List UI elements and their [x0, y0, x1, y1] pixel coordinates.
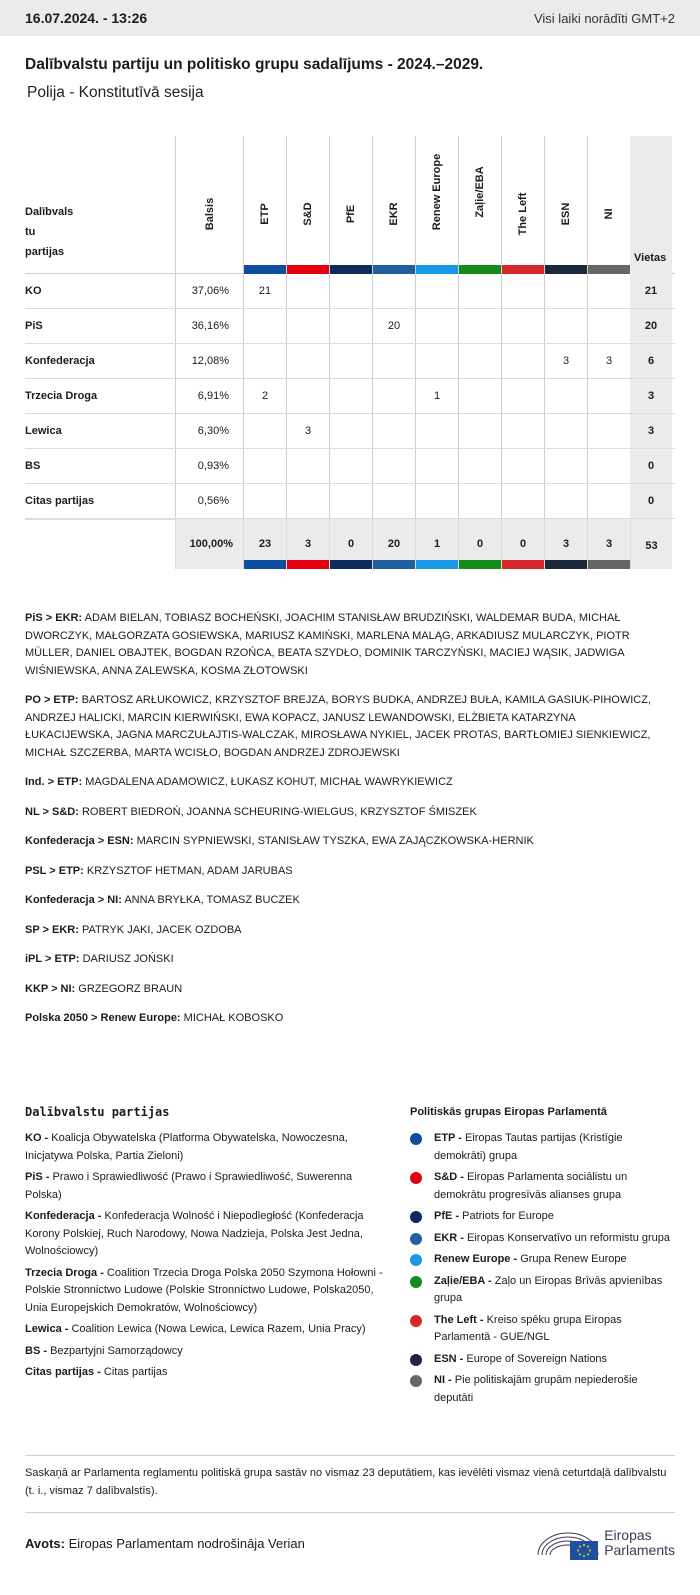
group-seats: [501, 309, 544, 343]
votes-share: 37,06%: [175, 274, 243, 308]
group-header-1: [286, 136, 329, 274]
group-abbr: NI -: [434, 1374, 452, 1386]
group-seats: [544, 484, 587, 518]
group-color-bar: [244, 560, 286, 569]
member-group-label: Konfederacja > NI:: [25, 894, 122, 906]
page-subtitle: Polija - Konstitutīvā sesija: [27, 84, 204, 101]
group-seats: [243, 344, 286, 378]
party-abbr: Konfederacja -: [25, 1210, 102, 1222]
group-seats: [458, 379, 501, 413]
group-color-bar: [244, 265, 286, 274]
datetime: 16.07.2024. - 13:26: [25, 10, 148, 26]
member-names: ADAM BIELAN, TOBIASZ BOCHEŃSKI, JOACHIM STANISŁAW BRUDZIŃSKI, WALDEMAR BUDA, MICHAŁ DWORCZYK, MAŁGORZATA GOSIEWSKA, MARIUSZ KAMIŃSKI, MARLENA MALĄG, ARKADIUSZ MULARCZYK, PIOTR MÜLLER, DANIEL OBAJTEK, BOGDAN RZOŃCA, BEATA SZYDŁO, DOMINIK TARCZYŃSKI, MACIEJ WĄSIK, JADWIGA WIŚNIEWSKA, ANNA ZALEWSKA, KOSMA ZŁOTOWSKI: [25, 612, 630, 677]
group-total: [587, 519, 630, 569]
votes-share: 6,91%: [175, 379, 243, 413]
group-legend-text: [434, 1208, 675, 1226]
group-seats: [243, 414, 286, 448]
group-seats: [587, 379, 630, 413]
group-abbr: S&D -: [434, 1171, 464, 1183]
group-seats: [587, 414, 630, 448]
table-row: [25, 449, 675, 484]
group-legend-item: [410, 1372, 675, 1407]
results-table: [25, 136, 675, 569]
group-desc: Kreiso spēku grupa Eiropas Parlamentā - GUE/NGL: [434, 1313, 622, 1343]
group-total: [544, 519, 587, 569]
member-names: ANNA BRYŁKA, TOMASZ BUCZEK: [124, 894, 300, 906]
group-legend-item: [410, 1312, 675, 1347]
party-name: Lewica: [25, 425, 62, 437]
group-legend-text: [434, 1130, 675, 1165]
party-name: Citas partijas: [25, 495, 95, 507]
party-header: [25, 136, 175, 274]
group-header-4: [415, 136, 458, 274]
group-desc: Eiropas Tautas partijas (Kristīgie demokrāti) grupa: [434, 1132, 623, 1162]
group-header-7: [544, 136, 587, 274]
group-total-value: 3: [562, 538, 570, 550]
group-seats: [415, 414, 458, 448]
group-seats: [458, 274, 501, 308]
group-seats: [329, 414, 372, 448]
source-text: Eiropas Parlamentam nodrošināja Verian: [68, 1535, 305, 1551]
group-legend-text: [434, 1372, 675, 1407]
totals-spacer: [25, 519, 175, 569]
group-total-value: 0: [519, 538, 527, 550]
group-dot-icon: [410, 1133, 422, 1145]
source-label: Avots:: [25, 1535, 65, 1551]
member-group-label: iPL > ETP:: [25, 953, 80, 965]
member-group: [25, 692, 665, 762]
group-seats: [458, 449, 501, 483]
group-desc: Zaļo un Eiropas Brīvās apvienības grupa: [434, 1274, 663, 1304]
group-total: [243, 519, 286, 569]
group-dot-icon: [410, 1172, 422, 1184]
table-row: [25, 344, 675, 379]
group-dot-icon: [410, 1233, 422, 1245]
member-lists: [25, 610, 675, 1028]
party-name: Trzecia Droga: [25, 390, 98, 402]
member-group-label: Ind. > ETP:: [25, 776, 83, 788]
group-abbr: PfE -: [434, 1210, 460, 1222]
group-total-value: 0: [476, 538, 484, 550]
table-row: [25, 379, 675, 414]
party-header-line: partijas: [25, 246, 65, 258]
party-name: BS: [25, 460, 41, 472]
group-desc: Pie politiskajām grupām nepiederošie deputāti: [434, 1374, 638, 1404]
group-legend-text: [434, 1230, 675, 1248]
group-seats: [415, 484, 458, 518]
group-seats: [286, 274, 329, 308]
party-header-line: tu: [25, 226, 36, 238]
group-seats: [286, 379, 329, 413]
member-group: [25, 892, 665, 910]
table-row: [25, 414, 675, 449]
group-seats: [329, 379, 372, 413]
group-dot-icon: [410, 1315, 422, 1327]
table-row: [25, 274, 675, 309]
seats-total: 20: [630, 309, 672, 343]
group-total: [458, 519, 501, 569]
total-votes: 100,00%: [175, 519, 243, 569]
timezone-note: Visi laiki norādīti GMT+2: [533, 10, 675, 26]
party-legend-item: [25, 1265, 410, 1318]
group-legend-item: [410, 1130, 675, 1165]
group-seats: [501, 379, 544, 413]
group-seats: [372, 484, 415, 518]
group-seats: [243, 484, 286, 518]
group-seats: [286, 344, 329, 378]
group-seats: 3: [286, 414, 329, 448]
group-header-label: EKR: [388, 202, 400, 226]
group-legend: [410, 1104, 675, 1412]
group-seats: [501, 484, 544, 518]
votes-share: 6,30%: [175, 414, 243, 448]
group-seats: [329, 344, 372, 378]
party-desc: Bezpartyjni Samorządowcy: [50, 1344, 183, 1357]
member-names: MICHAŁ KOBOSKO: [183, 1012, 284, 1024]
party-desc: Coalition Lewica (Nowa Lewica, Lewica Razem, Unia Pracy): [71, 1323, 366, 1335]
group-seats: [458, 344, 501, 378]
group-legend-item: [410, 1273, 675, 1308]
group-desc: Europe of Sovereign Nations: [466, 1352, 608, 1365]
group-color-bar: [416, 560, 458, 569]
party-name: PiS: [25, 320, 43, 332]
group-total-value: 23: [258, 538, 272, 550]
party-abbr: BS -: [25, 1344, 47, 1357]
party-abbr: Trzecia Droga -: [25, 1266, 104, 1279]
grand-total-seats: 53: [630, 519, 672, 569]
member-group-label: PO > ETP:: [25, 694, 79, 706]
group-seats: [544, 449, 587, 483]
group-total-value: 0: [347, 538, 355, 550]
group-seats: [458, 484, 501, 518]
group-seats: 21: [243, 274, 286, 308]
votes-share: 0,93%: [175, 449, 243, 483]
group-color-bar: [502, 560, 544, 569]
seats-total: 0: [630, 449, 672, 483]
votes-header: [175, 136, 243, 274]
group-total: [501, 519, 544, 569]
group-header-8: [587, 136, 630, 274]
group-color-bar: [373, 265, 415, 274]
member-group: [25, 833, 665, 851]
group-seats: [415, 344, 458, 378]
member-group-label: SP > EKR:: [25, 923, 79, 936]
group-seats: [243, 309, 286, 343]
group-dot-icon: [410, 1354, 422, 1366]
group-seats: 3: [544, 344, 587, 378]
member-group-label: KKP > NI:: [25, 982, 76, 995]
member-group: [25, 951, 665, 969]
party-desc: Coalition Trzecia Droga Polska 2050 Szymona Hołowni - Polskie Stronnictwo Ludowe (Polskie Stronnictwo Ludowe, Polska2050, Unia Europejskich Demokratów, Wolnościowcy): [25, 1266, 383, 1314]
rules-note: Saskaņā ar Parlamenta reglamentu politiskā grupa sastāv no vismaz 23 deputātiem, kas ievēlēti vismaz vienā ceturtdaļā dalībvalstu (t. i., vismaz 7 dalībvalstīs).: [25, 1455, 675, 1513]
group-seats: [372, 344, 415, 378]
group-dot-icon: [410, 1254, 422, 1266]
group-header-3: [372, 136, 415, 274]
group-legend-text: [434, 1169, 675, 1204]
party-abbr: KO -: [25, 1132, 49, 1144]
votes-share: 36,16%: [175, 309, 243, 343]
group-color-bar: [330, 560, 372, 569]
group-seats: [372, 379, 415, 413]
group-total-value: 3: [304, 538, 312, 550]
member-group-label: Polska 2050 > Renew Europe:: [25, 1012, 181, 1024]
seats-total: 3: [630, 379, 672, 413]
group-seats: [329, 274, 372, 308]
member-group: [25, 981, 665, 999]
group-color-bar: [459, 560, 501, 569]
logo-line-2: Parlaments: [604, 1542, 675, 1558]
group-color-bar: [588, 265, 630, 274]
group-seats: [243, 449, 286, 483]
votes-header-label: Balsis: [203, 197, 216, 231]
group-seats: [329, 449, 372, 483]
member-group-label: PiS > EKR:: [25, 612, 83, 624]
group-seats: 2: [243, 379, 286, 413]
group-total-value: 3: [605, 538, 613, 550]
group-color-bar: [502, 265, 544, 274]
group-total-value: 20: [387, 538, 401, 550]
group-legend-text: [434, 1312, 675, 1347]
seats-header-label: Vietas: [634, 252, 667, 264]
party-legend-item: [25, 1130, 410, 1165]
group-total: [329, 519, 372, 569]
group-seats: [501, 449, 544, 483]
party-legend-item: [25, 1343, 410, 1361]
group-header-label: S&D: [302, 202, 314, 226]
group-seats: [415, 309, 458, 343]
group-header-2: [329, 136, 372, 274]
group-abbr: EKR -: [434, 1231, 464, 1244]
group-seats: [501, 274, 544, 308]
member-names: PATRYK JAKI, JACEK OZDOBA: [81, 923, 242, 936]
group-legend-item: [410, 1230, 675, 1248]
group-color-bar: [287, 560, 329, 569]
member-names: BARTOSZ ARŁUKOWICZ, KRZYSZTOF BREJZA, BORYS BUDKA, ANDRZEJ BUŁA, KAMILA GASIUK-PIHOWICZ, ANDRZEJ HALICKI, MARCIN KIERWIŃSKI, EWA KOPACZ, JANUSZ LEWANDOWSKI, ELŻBIETA KATARZYNA ŁUKACIJEWSKA, JAGNA MARCZUŁAJTIS-WALCZAK, MIROSŁAWA NYKIEL, JACEK PROTAS, BARTŁOMIEJ SIENKIEWICZ, MICHAŁ SZCZERBA, MARTA WCISŁO, BOGDAN ANDRZEJ ZDROJEWSKI: [25, 694, 652, 759]
top-bar: [0, 0, 700, 36]
member-names: ROBERT BIEDROŃ, JOANNA SCHEURING-WIELGUS, KRZYSZTOF ŚMISZEK: [81, 805, 477, 818]
group-legend-item: [410, 1169, 675, 1204]
group-seats: [544, 414, 587, 448]
party-legend-title: Dalībvalstu partijas: [25, 1104, 170, 1119]
group-header-label: ETP: [259, 203, 271, 225]
group-header-label: Zaļie/EBA: [474, 166, 486, 218]
member-group-label: PSL > ETP:: [25, 864, 84, 877]
group-seats: 1: [415, 379, 458, 413]
seats-total: 0: [630, 484, 672, 518]
group-seats: [587, 484, 630, 518]
group-color-bar: [330, 265, 372, 274]
seats-header: [630, 136, 672, 274]
group-dot-icon: [410, 1211, 422, 1223]
group-seats: 3: [587, 344, 630, 378]
member-group: [25, 804, 665, 822]
group-seats: [329, 309, 372, 343]
group-desc: Eiropas Parlamenta sociālistu un demokrātu progresīvās alianses grupa: [434, 1171, 628, 1201]
group-abbr: The Left -: [434, 1313, 484, 1326]
group-desc: Eiropas Konservatīvo un reformistu grupa: [467, 1231, 671, 1244]
member-names: MAGDALENA ADAMOWICZ, ŁUKASZ KOHUT, MICHAŁ WAWRYKIEWICZ: [85, 776, 453, 788]
group-color-bar: [373, 560, 415, 569]
party-desc: Prawo i Sprawiedliwość (Prawo i Sprawiedliwość, Suwerenna Polska): [25, 1171, 353, 1201]
group-legend-item: [410, 1351, 675, 1369]
group-total-value: 1: [433, 538, 441, 550]
member-names: KRZYSZTOF HETMAN, ADAM JARUBAS: [86, 864, 293, 877]
seats-total: 21: [630, 274, 672, 308]
group-seats: [286, 309, 329, 343]
party-desc: Konfederacja Wolność i Niepodległość (Konfederacja Korony Polskiej, Ruch Narodowy, Nowa Nadzieja, Polska Jest Jedna, Wolnościowcy): [25, 1210, 364, 1257]
party-legend-item: [25, 1208, 410, 1261]
group-seats: 20: [372, 309, 415, 343]
group-total: [372, 519, 415, 569]
votes-share: 12,08%: [175, 344, 243, 378]
group-total: [286, 519, 329, 569]
logo-line-1: Eiropas: [604, 1527, 652, 1543]
hemicycle-icon: [536, 1525, 600, 1561]
group-legend-item: [410, 1208, 675, 1226]
table-header: [25, 136, 675, 274]
table-row: [25, 484, 675, 519]
party-desc: Koalicja Obywatelska (Platforma Obywatelska, Nowoczesna, Inicjatywa Polska, Partia Zieloni): [25, 1132, 348, 1162]
group-header-label: ESN: [560, 202, 572, 226]
group-seats: [372, 274, 415, 308]
group-desc: Patriots for Europe: [462, 1210, 554, 1222]
group-seats: [544, 309, 587, 343]
group-seats: [372, 449, 415, 483]
table-row: [25, 309, 675, 344]
group-color-bar: [588, 560, 630, 569]
party-legend-item: [25, 1321, 410, 1339]
group-color-bar: [545, 560, 587, 569]
party-legend-item: [25, 1364, 410, 1382]
group-desc: Grupa Renew Europe: [520, 1253, 627, 1265]
group-seats: [587, 449, 630, 483]
group-seats: [587, 309, 630, 343]
source: [25, 1536, 305, 1551]
group-header-label: NI: [603, 208, 615, 220]
party-legend-item: [25, 1169, 410, 1204]
group-legend-text: [434, 1273, 675, 1308]
group-legend-item: [410, 1251, 675, 1269]
member-group: [25, 774, 665, 792]
group-header-label: PfE: [345, 204, 357, 224]
group-header-label: Renew Europe: [431, 153, 443, 231]
group-abbr: Zaļie/EBA -: [434, 1274, 492, 1287]
member-group: [25, 1010, 665, 1028]
group-seats: [587, 274, 630, 308]
seats-total: 3: [630, 414, 672, 448]
member-group-label: NL > S&D:: [25, 805, 79, 818]
group-seats: [458, 414, 501, 448]
group-seats: [501, 344, 544, 378]
group-seats: [501, 414, 544, 448]
group-color-bar: [459, 265, 501, 274]
group-legend-text: [434, 1251, 675, 1269]
member-group: [25, 610, 665, 680]
group-header-0: [243, 136, 286, 274]
group-seats: [415, 274, 458, 308]
group-seats: [329, 484, 372, 518]
group-header-6: [501, 136, 544, 274]
member-group-label: Konfederacja > ESN:: [25, 835, 134, 847]
ep-logo[interactable]: [536, 1525, 675, 1561]
votes-share: 0,56%: [175, 484, 243, 518]
group-legend-text: [434, 1351, 675, 1369]
group-total: [415, 519, 458, 569]
group-seats: [286, 449, 329, 483]
member-names: DARIUSZ JOŃSKI: [82, 953, 174, 965]
group-seats: [544, 379, 587, 413]
group-color-bar: [287, 265, 329, 274]
footer: [25, 1513, 675, 1573]
party-header-line: Dalībvals: [25, 206, 74, 218]
group-abbr: ESN -: [434, 1352, 464, 1365]
party-name: Konfederacja: [25, 355, 95, 367]
group-seats: [372, 414, 415, 448]
group-seats: [415, 449, 458, 483]
page-title: Dalībvalstu partiju un politisko grupu sadalījums - 2024.–2029.: [25, 56, 484, 73]
party-abbr: Citas partijas -: [25, 1366, 101, 1378]
group-color-bar: [545, 265, 587, 274]
party-desc: Citas partijas: [103, 1366, 168, 1378]
member-group: [25, 922, 665, 940]
party-abbr: Lewica -: [25, 1323, 69, 1335]
group-header-label: The Left: [517, 192, 529, 236]
party-legend: [25, 1104, 410, 1412]
group-dot-icon: [410, 1276, 422, 1288]
group-color-bar: [416, 265, 458, 274]
member-group: [25, 863, 665, 881]
member-names: MARCIN SYPNIEWSKI, STANISŁAW TYSZKA, EWA ZAJĄCZKOWSKA-HERNIK: [136, 835, 534, 847]
member-names: GRZEGORZ BRAUN: [78, 982, 183, 995]
group-header-5: [458, 136, 501, 274]
party-abbr: PiS -: [25, 1171, 50, 1183]
totals-row: [25, 519, 675, 569]
group-seats: [286, 484, 329, 518]
group-abbr: ETP -: [434, 1132, 462, 1144]
party-name: KO: [25, 285, 42, 297]
group-abbr: Renew Europe -: [434, 1253, 518, 1265]
group-seats: [458, 309, 501, 343]
group-dot-icon: [410, 1375, 422, 1387]
group-seats: [544, 274, 587, 308]
group-legend-title: Politiskās grupas Eiropas Parlamentā: [410, 1105, 607, 1118]
seats-total: 6: [630, 344, 672, 378]
